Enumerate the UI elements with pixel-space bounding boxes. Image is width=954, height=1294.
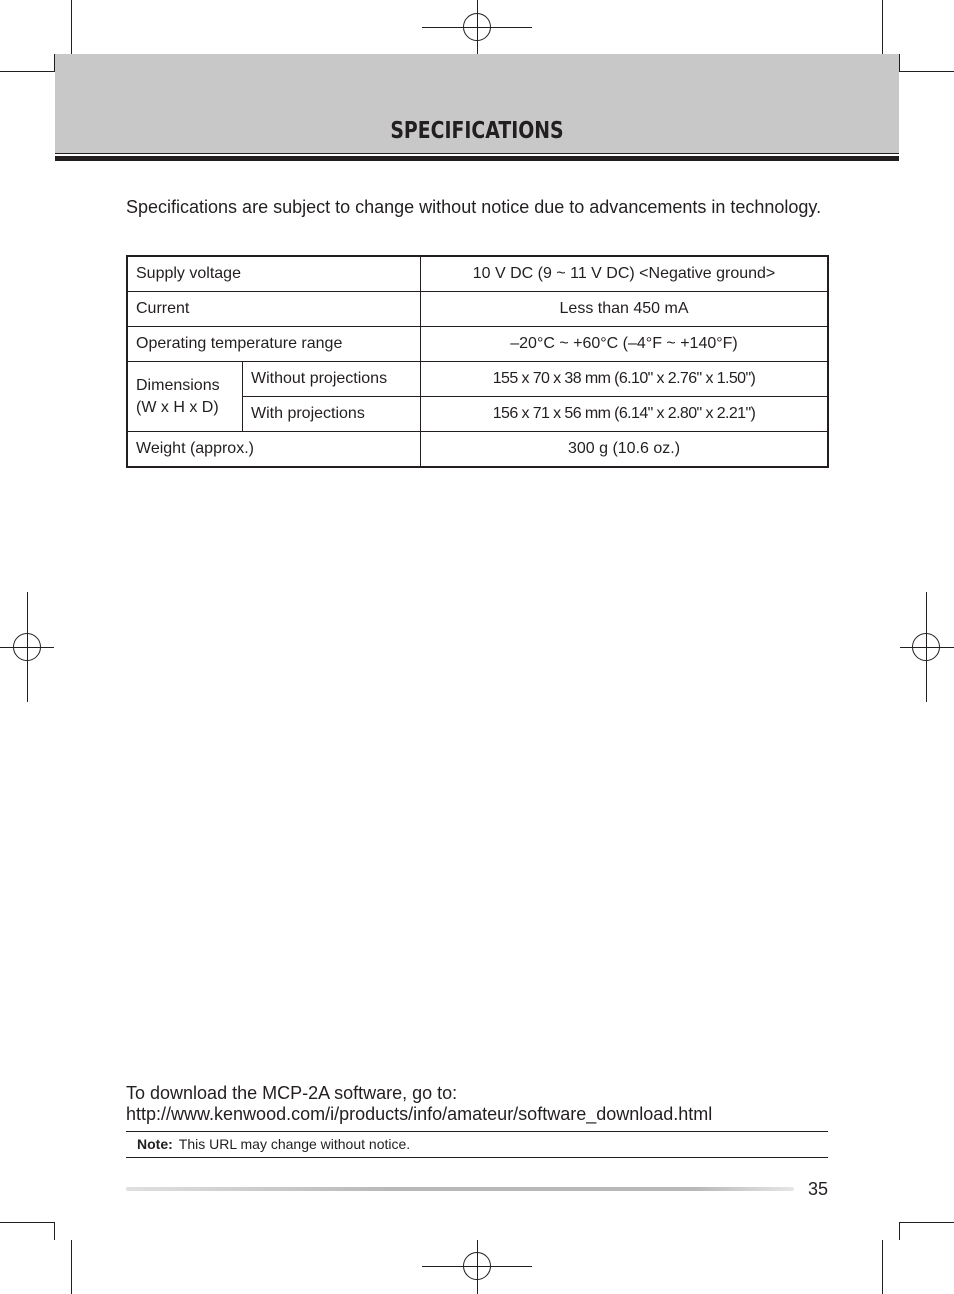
- note: [137, 1136, 410, 1152]
- spec-value: –20°C ~ +60°C (–4°F ~ +140°F): [421, 327, 829, 362]
- spec-value: 300 g (10.6 oz.): [421, 432, 829, 468]
- download-info: [126, 1083, 846, 1125]
- note-text: This URL may change without notice.: [178, 1136, 411, 1152]
- spec-label-dimensions: [127, 362, 243, 432]
- spec-value: 10 V DC (9 ~ 11 V DC) <Negative ground>: [421, 256, 829, 292]
- spec-label: Supply voltage: [127, 256, 421, 292]
- spec-label: Operating temperature range: [127, 327, 421, 362]
- spec-value: 156 x 71 x 56 mm (6.14" x 2.80" x 2.21"): [421, 397, 829, 432]
- note-rule-top: [126, 1131, 828, 1132]
- table-row: [127, 292, 828, 327]
- note-label: Note:: [137, 1136, 173, 1152]
- footer-bar: [126, 1187, 794, 1191]
- table-row: [127, 327, 828, 362]
- spec-value: 155 x 70 x 38 mm (6.10" x 2.76" x 1.50"): [421, 362, 829, 397]
- note-rule-bottom: [126, 1157, 828, 1158]
- header-rule-thick: [55, 156, 899, 161]
- page-number: 35: [807, 1179, 828, 1199]
- intro-paragraph: Specifications are subject to change without notice due to advancements in technology.: [126, 197, 822, 217]
- download-text: To download the MCP-2A software, go to:: [126, 1083, 458, 1103]
- dimensions-label-line1: Dimensions: [136, 376, 220, 394]
- spec-sublabel: With projections: [243, 397, 421, 432]
- spec-label: Current: [127, 292, 421, 327]
- spec-label: Weight (approx.): [127, 432, 421, 468]
- spec-value: Less than 450 mA: [421, 292, 829, 327]
- download-url[interactable]: http://www.kenwood.com/i/products/info/amateur/software_download.html: [126, 1104, 713, 1124]
- table-row: [127, 362, 828, 397]
- page-title: SPECIFICATIONS: [390, 118, 564, 144]
- spec-sublabel: Without projections: [243, 362, 421, 397]
- dimensions-label-line2: (W x H x D): [136, 398, 219, 416]
- header-rule-thin: [55, 153, 899, 154]
- specifications-table: [126, 255, 829, 468]
- table-row: [127, 256, 828, 292]
- table-row: [127, 432, 828, 468]
